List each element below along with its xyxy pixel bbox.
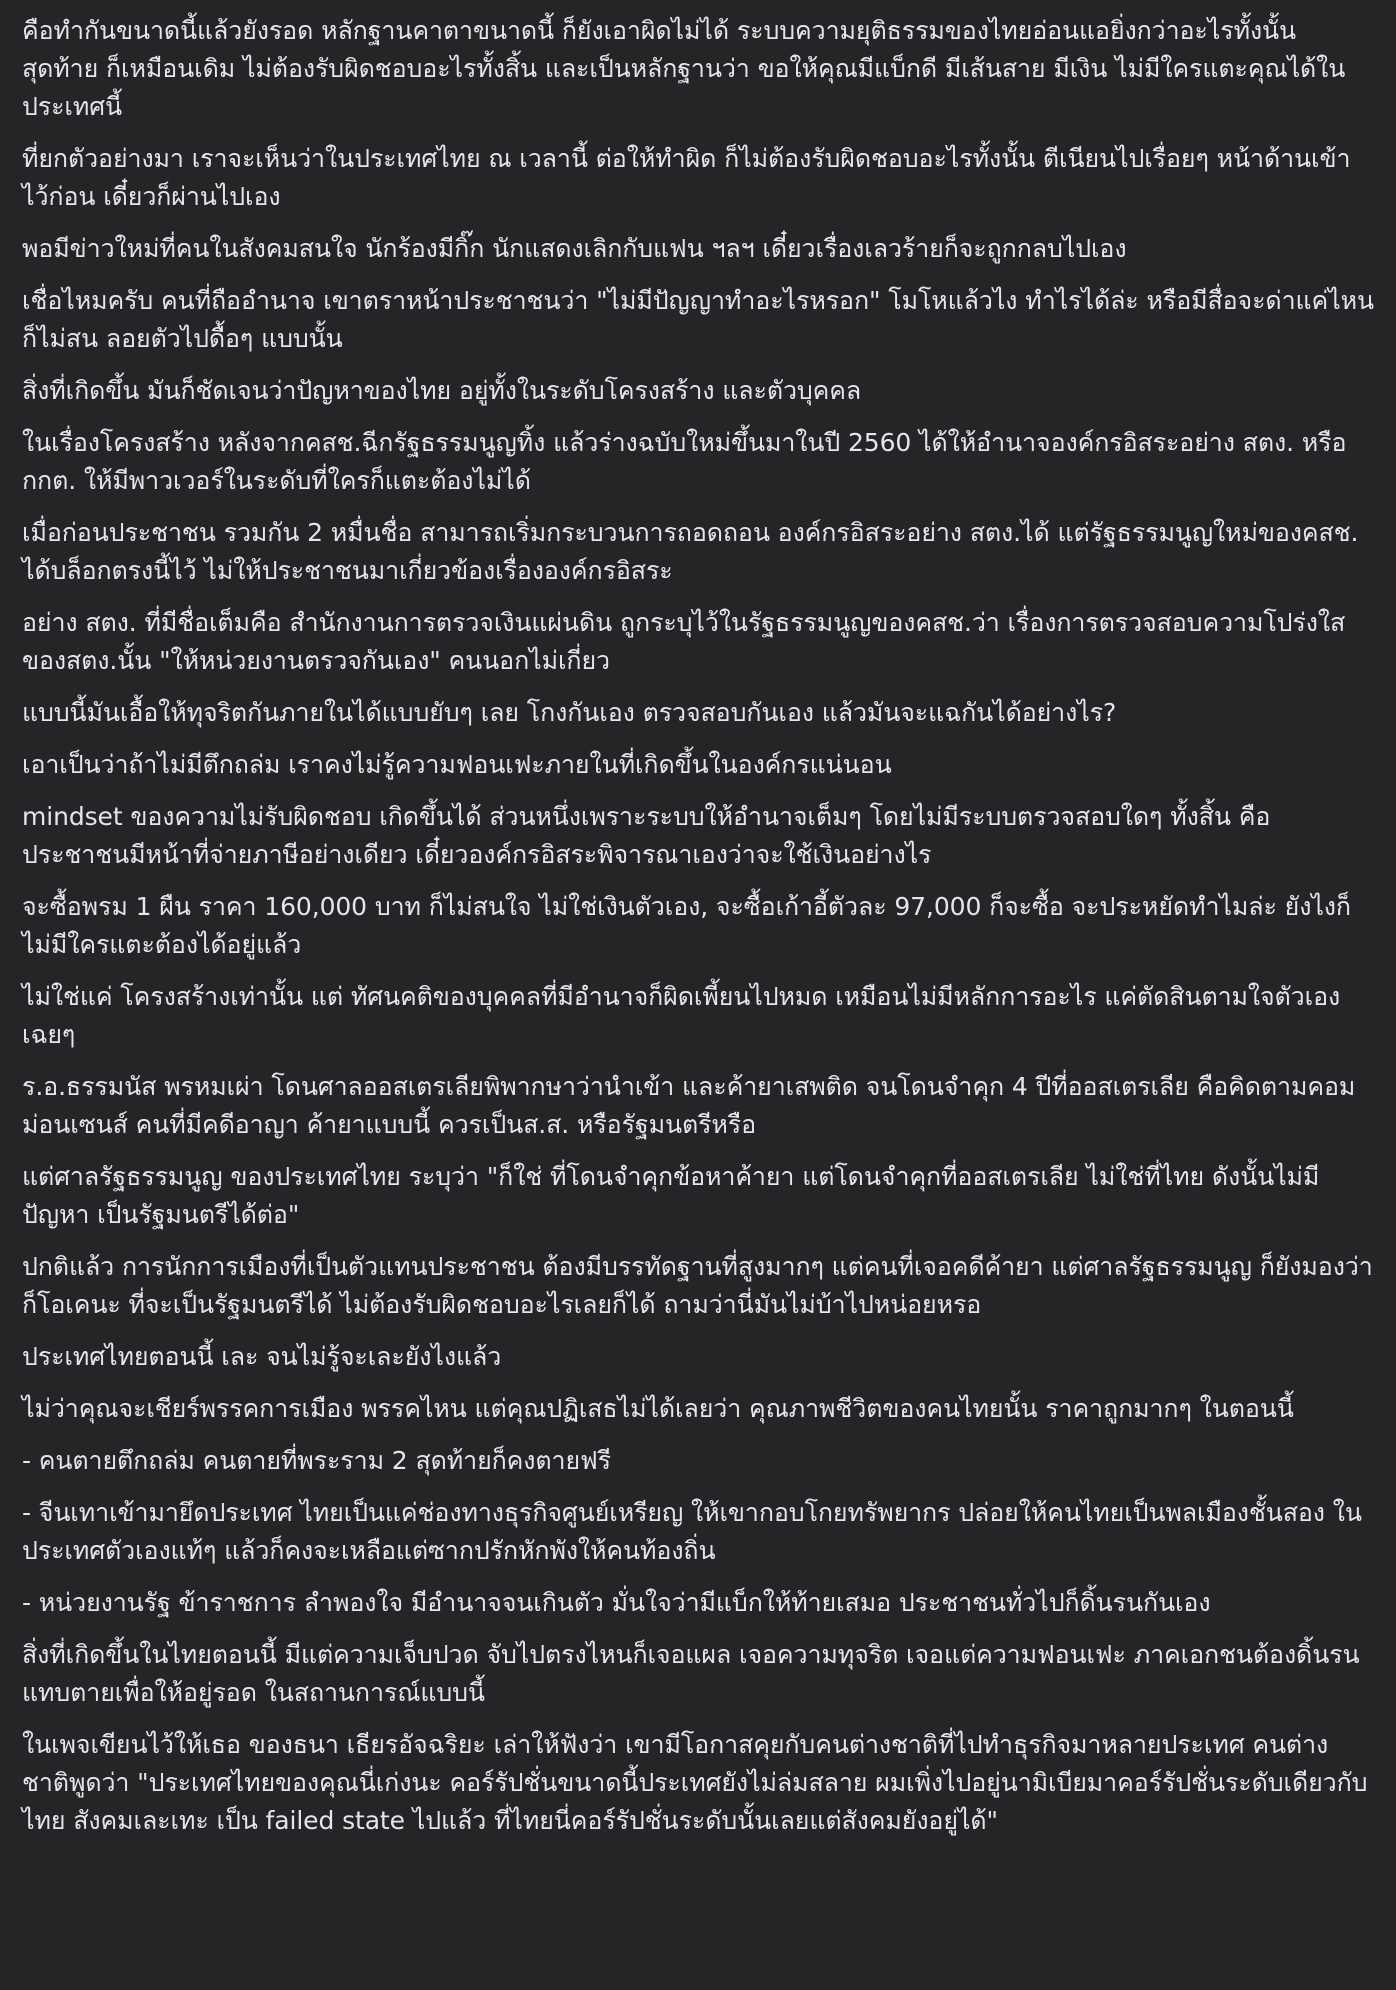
- paragraph-13: ไม่ใช่แค่ โครงสร้างเท่านั้น แต่ ทัศนคติของบุคคลที่มีอำนาจก็ผิดเพี้ยนไปหมด เหมือนไม่มีหลักการอะไร แค่ตัดสินตามใจตัวเองเฉยๆ: [22, 982, 1341, 1049]
- paragraph-7: เมื่อก่อนประชาชน รวมกัน 2 หมื่นชื่อ สามารถเริ่มกระบวนการถอดถอน องค์กรอิสระอย่าง สตง.ได้ แต่รัฐธรรมนูญใหม่ของคสช. ได้บล็อกตรงนี้ไว้ ไม่ให้ประชาชนมาเกี่ยวข้องเรื่ององค์กรอิสระ: [22, 518, 1359, 585]
- bullet-item-2: - จีนเทาเข้ามายึดประเทศ ไทยเป็นแค่ช่องทางธุรกิจศูนย์เหรียญ ให้เขากอบโกยทรัพยากร ปล่อยให้คนไทยเป็นพลเมืองชั้นสอง ในประเทศตัวเองแท้ๆ แล้วก็คงจะเหลือแต่ซากปรักหักพังให้คนท้องถิ่น: [22, 1498, 1362, 1565]
- paragraph-10: เอาเป็นว่าถ้าไม่มีตึกถล่ม เราคงไม่รู้ความฟอนเฟะภายในที่เกิดขึ้นในองค์กรแน่นอน: [22, 750, 892, 779]
- paragraph-15: แต่ศาลรัฐธรรมนูญ ของประเทศไทย ระบุว่า "ก็ใช่ ที่โดนจำคุกข้อหาค้ายา แต่โดนจำคุกที่ออสเตรเลีย ไม่ใช่ที่ไทย ดังนั้นไม่มีปัญหา เป็นรัฐมนตรีได้ต่อ": [22, 1162, 1320, 1229]
- paragraph-12: จะซื้อพรม 1 ผืน ราคา 160,000 บาท ก็ไม่สนใจ ไม่ใช่เงินตัวเอง, จะซื้อเก้าอี้ตัวละ 97,000 ก็จะซื้อ จะประหยัดทำไมล่ะ ยังไงก็ไม่มีใครแตะต้องได้อยู่แล้ว: [22, 892, 1351, 959]
- bullet-item-3: - หน่วยงานรัฐ ข้าราชการ ลำพองใจ มีอำนาจจนเกินตัว มั่นใจว่ามีแบ็กให้ท้ายเสมอ ประชาชนทั่วไปก็ดิ้นรนกันเอง: [22, 1588, 1211, 1617]
- paragraph-23: ในเพจเขียนไว้ให้เธอ ของธนา เธียรอัจฉริยะ เล่าให้ฟังว่า เขามีโอกาสคุยกับคนต่างชาติที่ไปทำธุรกิจมาหลายประเทศ คนต่างชาติพูดว่า "ประเทศไทยของคุณนี่เก่งนะ คอร์รัปชั่นขนาดนี้ประเทศยังไม่ล่มสลาย ผมเพิ่งไปอยู่นามิเบียมาคอร์รัปชั่นระดับเดียวกับไทย สังคมเละเทะ เป็น failed state ไปแล้ว ที่ไทยนี่คอร์รัปชั่นระดับนั้นเลยแต่สังคมยังอยู่ได้": [22, 1730, 1368, 1835]
- paragraph-14: ร.อ.ธรรมนัส พรหมเผ่า โดนศาลออสเตรเลียพิพากษาว่านำเข้า และค้ายาเสพติด จนโดนจำคุก 4 ปีที่ออสเตรเลีย คือคิดตามคอมม่อนเซนส์ คนที่มีคดีอาญา ค้ายาแบบนี้ ควรเป็นส.ส. หรือรัฐมนตรีหรือ: [22, 1072, 1356, 1139]
- paragraph-16: ปกติแล้ว การนักการเมืองที่เป็นตัวแทนประชาชน ต้องมีบรรทัดฐานที่สูงมากๆ แต่คนที่เจอคดีค้ายา แต่ศาลรัฐธรรมนูญ ก็ยังมองว่า ก็โอเคนะ ที่จะเป็นรัฐมนตรีได้ ไม่ต้องรับผิดชอบอะไรเลยก็ได้ ถามว่านี่มันไม่บ้าไปหน่อยหรอ: [22, 1252, 1373, 1319]
- paragraph-18: ไม่ว่าคุณจะเชียร์พรรคการเมือง พรรคไหน แต่คุณปฏิเสธไม่ได้เลยว่า คุณภาพชีวิตของคนไทยนั้น ราคาถูกมากๆ ในตอนนี้: [22, 1394, 1294, 1423]
- paragraph-4: เชื่อไหมครับ คนที่ถืออำนาจ เขาตราหน้าประชาชนว่า "ไม่มีปัญญาทำอะไรหรอก" โมโหแล้วไง ทำไรได้ล่ะ หรือมีสื่อจะด่าแค่ไหน ก็ไม่สน ลอยตัวไปดื้อๆ แบบนั้น: [22, 286, 1374, 353]
- paragraph-17: ประเทศไทยตอนนี้ เละ จนไม่รู้จะเละยังไงแล้ว: [22, 1342, 502, 1371]
- paragraph-2: ที่ยกตัวอย่างมา เราจะเห็นว่าในประเทศไทย ณ เวลานี้ ต่อให้ทำผิด ก็ไม่ต้องรับผิดชอบอะไรทั้งนั้น ตีเนียนไปเรื่อยๆ หน้าด้านเข้าไว้ก่อน เดี๋ยวก็ผ่านไปเอง: [22, 144, 1351, 211]
- paragraph-9: แบบนี้มันเอื้อให้ทุจริตกันภายในได้แบบยับๆ เลย โกงกันเอง ตรวจสอบกันเอง แล้วมันจะแฉกันได้อย่างไร?: [22, 698, 1117, 727]
- paragraph-1: คือทำกันขนาดนี้แล้วยังรอด หลักฐานคาตาขนาดนี้ ก็ยังเอาผิดไม่ได้ ระบบความยุติธรรมของไทยอ่อนแอยิ่งกว่าอะไรทั้งนั้น สุดท้าย ก็เหมือนเดิม ไม่ต้องรับผิดชอบอะไรทั้งสิ้น และเป็นหลักฐานว่า ขอให้คุณมีแบ็กดี มีเส้นสาย มีเงิน ไม่มีใครแตะคุณได้ในประเทศนี้: [22, 16, 1346, 121]
- paragraph-8: อย่าง สตง. ที่มีชื่อเต็มคือ สำนักงานการตรวจเงินแผ่นดิน ถูกระบุไว้ในรัฐธรรมนูญของคสช.ว่า เรื่องการตรวจสอบความโปร่งใสของสตง.นั้น "ให้หน่วยงานตรวจกันเอง" คนนอกไม่เกี่ยว: [22, 608, 1346, 675]
- paragraph-3: พอมีข่าวใหม่ที่คนในสังคมสนใจ นักร้องมีกิ๊ก นักแสดงเลิกกับแฟน ฯลฯ เดี๋ยวเรื่องเลวร้ายก็จะถูกกลบไปเอง: [22, 234, 1127, 263]
- paragraph-11: mindset ของความไม่รับผิดชอบ เกิดขึ้นได้ ส่วนหนึ่งเพราะระบบให้อำนาจเต็มๆ โดยไม่มีระบบตรวจสอบใดๆ ทั้งสิ้น คือประชาชนมีหน้าที่จ่ายภาษีอย่างเดียว เดี๋ยวองค์กรอิสระพิจารณาเองว่าจะใช้เงินอย่างไร: [22, 802, 1271, 869]
- paragraph-22: สิ่งที่เกิดขึ้นในไทยตอนนี้ มีแต่ความเจ็บปวด จับไปตรงไหนก็เจอแผล เจอความทุจริต เจอแต่ความฟอนเฟะ ภาคเอกชนต้องดิ้นรนแทบตายเพื่อให้อยู่รอด ในสถานการณ์แบบนี้: [22, 1640, 1360, 1707]
- paragraph-6: ในเรื่องโครงสร้าง หลังจากคสช.ฉีกรัฐธรรมนูญทิ้ง แล้วร่างฉบับใหม่ขึ้นมาในปี 2560 ได้ให้อำนาจองค์กรอิสระอย่าง สตง. หรือ กกต. ให้มีพาวเวอร์ในระดับที่ใครก็แตะต้องไม่ได้: [22, 428, 1347, 495]
- bullet-item-1: - คนตายตึกถล่ม คนตายที่พระราม 2 สุดท้ายก็คงตายฟรี: [22, 1446, 611, 1475]
- paragraph-5: สิ่งที่เกิดขึ้น มันก็ชัดเจนว่าปัญหาของไทย อยู่ทั้งในระดับโครงสร้าง และตัวบุคคล: [22, 376, 862, 405]
